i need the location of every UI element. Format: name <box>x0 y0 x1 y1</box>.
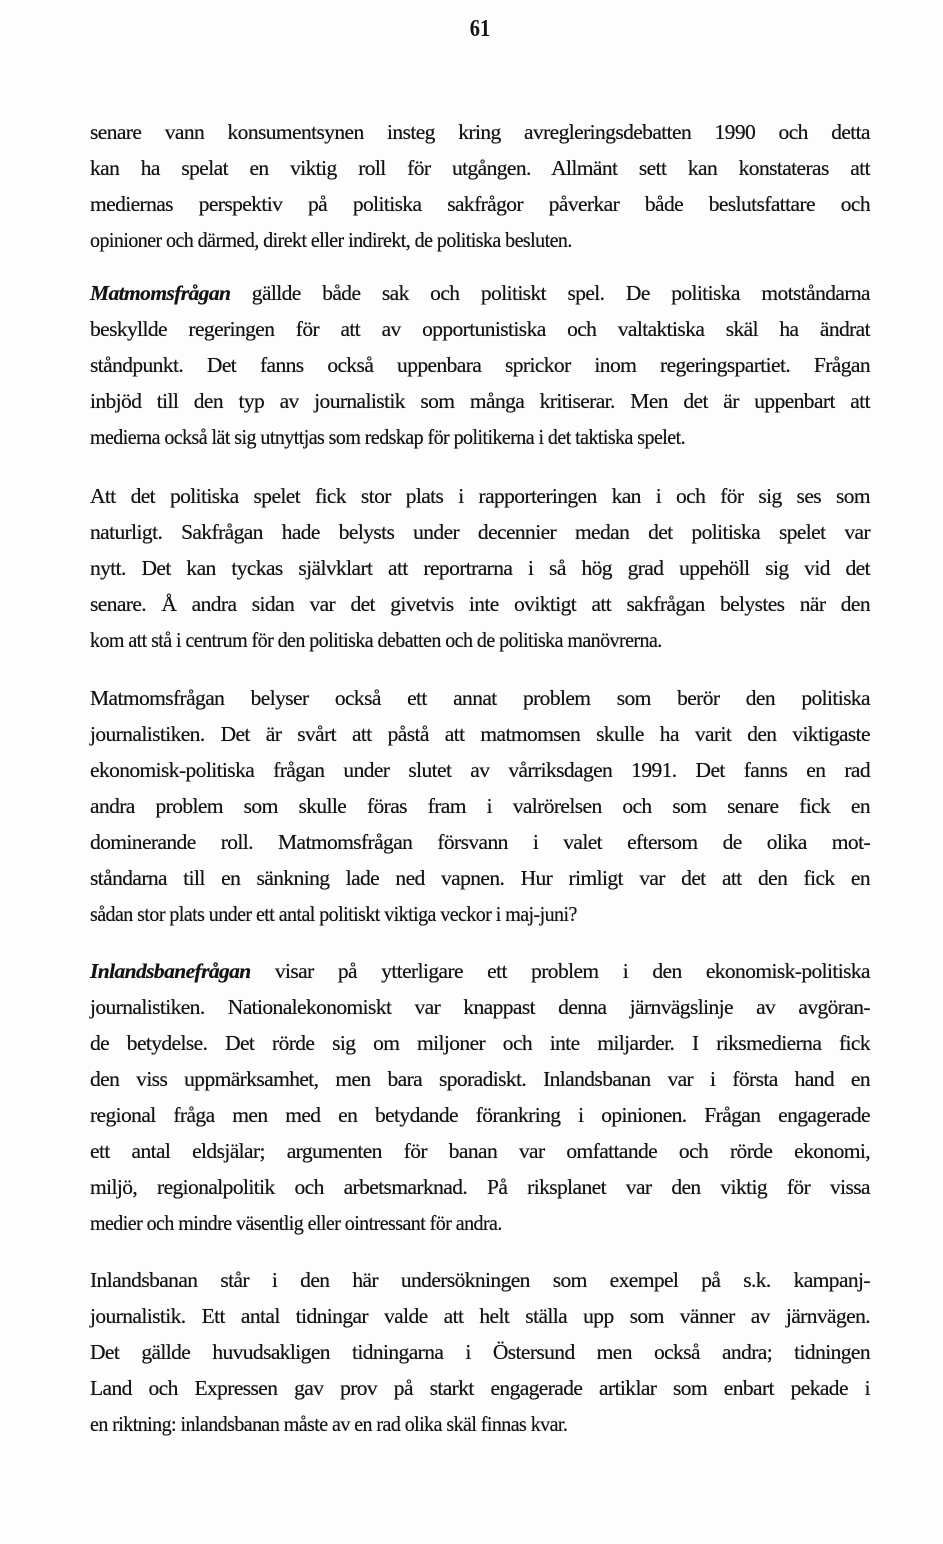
text-line: andra problem som skulle föras fram i valrörelsen och som senare fick en <box>90 794 870 818</box>
text-line: ståndpunkt. Det fanns också uppenbara sprickor inom regeringspartiet. Frågan <box>90 353 870 377</box>
text-line-rest: gällde både sak och politiskt spel. De politiska motståndarna <box>230 281 870 305</box>
text-line: inbjöd till den typ av journalistik som många kritiserar. Men det är uppenbart att <box>90 389 870 413</box>
paragraph-6 <box>90 1262 870 1442</box>
paragraph-2 <box>90 275 870 455</box>
text-line: Det gällde huvudsakligen tidningarna i Östersund men också andra; tidningen <box>90 1340 870 1364</box>
text-line: senare. Å andra sidan var det givetvis inte oviktigt att sakfrågan belystes när den <box>90 592 870 616</box>
text-line: journalistiken. Nationalekonomiskt var knappast denna järnvägslinje av avgöran- <box>90 995 870 1019</box>
text-line: miljö, regionalpolitik och arbetsmarknad. På riksplanet var den viktig för vissa <box>90 1175 870 1199</box>
text-line: beskyllde regeringen för att av opportunistiska och valtaktiska skäl ha ändrat <box>90 317 870 341</box>
paragraph-4 <box>90 680 870 932</box>
paragraph-5 <box>90 953 870 1241</box>
text-line: ett antal eldsjälar; argumenten för banan var omfattande och rörde ekonomi, <box>90 1139 870 1163</box>
paragraph-3 <box>90 478 870 658</box>
text-line-rest: visar på ytterligare ett problem i den ekonomisk-politiska <box>250 959 870 983</box>
paragraph-1 <box>90 114 870 258</box>
italic-term: Inlandsbanefrågan <box>90 959 251 983</box>
text-line: kom att stå i centrum för den politiska debatten och de politiska manövrerna. <box>90 628 662 652</box>
text-line: Land och Expressen gav prov på starkt engagerade artiklar som enbart pekade i <box>90 1376 870 1400</box>
text-line: ekonomisk-politiska frågan under slutet av vårriksdagen 1991. Det fanns en rad <box>90 758 870 782</box>
page-number: 61 <box>469 16 491 42</box>
text-line: medierna också lät sig utnyttjas som redskap för politikerna i det taktiska spelet. <box>90 425 686 449</box>
text-line: Matmomsfrågan belyser också ett annat problem som berör den politiska <box>90 686 870 710</box>
text-line: mediernas perspektiv på politiska sakfrågor påverkar både beslutsfattare och <box>90 192 870 216</box>
text-line: Att det politiska spelet fick stor plats i rapporteringen kan i och för sig ses som <box>90 484 870 508</box>
text-line <box>90 275 870 311</box>
text-line: regional fråga men med en betydande förankring i opinionen. Frågan engagerade <box>90 1103 870 1127</box>
text-line: senare vann konsumentsynen insteg kring avregleringsdebatten 1990 och detta <box>90 120 870 144</box>
text-line: medier och mindre väsentlig eller ointressant för andra. <box>90 1211 502 1235</box>
text-line: nytt. Det kan tyckas självklart att reportrarna i så hög grad uppehöll sig vid det <box>90 556 870 580</box>
text-line: en riktning: inlandsbanan måste av en rad olika skäl finnas kvar. <box>90 1412 568 1436</box>
text-line: den viss uppmärksamhet, men bara sporadiskt. Inlandsbanan var i första hand en <box>90 1067 870 1091</box>
text-line: journalistik. Ett antal tidningar valde att helt ställa upp som vänner av järnvägen. <box>90 1304 870 1328</box>
text-line: journalistiken. Det är svårt att påstå att matmomsen skulle ha varit den viktigaste <box>90 722 870 746</box>
text-line: kan ha spelat en viktig roll för utgången. Allmänt sett kan konstateras att <box>90 156 870 180</box>
text-line: Inlandsbanan står i den här undersökningen som exempel på s.k. kampanj- <box>90 1268 870 1292</box>
italic-term: Matmomsfrågan <box>90 281 231 305</box>
text-line: ståndarna till en sänkning lade ned vapnen. Hur rimligt var det att den fick en <box>90 866 870 890</box>
text-line <box>90 953 870 989</box>
text-line: de betydelse. Det rörde sig om miljoner och inte miljarder. I riksmedierna fick <box>90 1031 870 1055</box>
text-line: naturligt. Sakfrågan hade belysts under decennier medan det politiska spelet var <box>90 520 870 544</box>
text-line: sådan stor plats under ett antal politiskt viktiga veckor i maj-juni? <box>90 902 577 926</box>
text-line: opinioner och därmed, direkt eller indirekt, de politiska besluten. <box>90 228 572 252</box>
text-line: dominerande roll. Matmomsfrågan försvann i valet eftersom de olika mot- <box>90 830 870 854</box>
